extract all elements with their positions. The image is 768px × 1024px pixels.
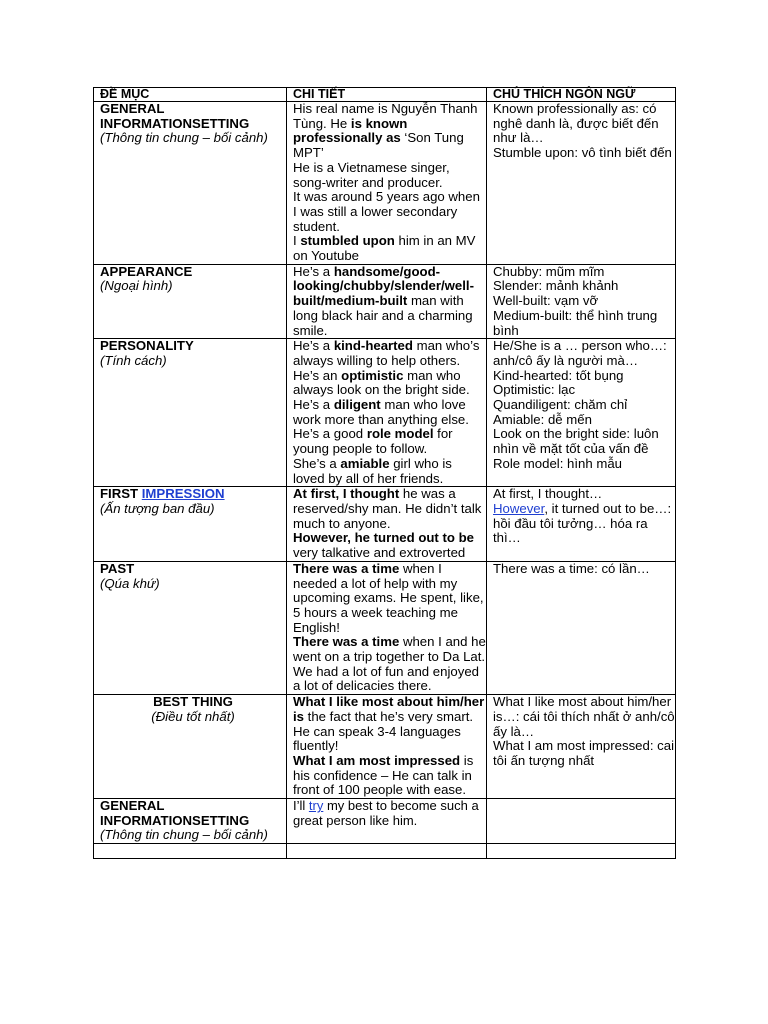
table-row — [94, 102, 676, 265]
note-cell — [487, 799, 676, 844]
detail-paragraph — [293, 265, 486, 339]
document-page — [93, 87, 675, 859]
table-row — [94, 799, 676, 844]
topic-cell — [94, 799, 287, 844]
note-line: Optimistic: lạc — [493, 382, 576, 398]
text: man with long black hair and a charming smile. — [293, 293, 473, 338]
text: His real name is Nguyễn Thanh Tùng. He — [293, 101, 478, 131]
bold-phrase: There was a time — [293, 560, 400, 576]
bold-phrase: kind-hearted — [333, 338, 413, 354]
header-cell: CHI TIẾT — [287, 88, 487, 102]
note-line: Role model: hình mẫu — [493, 455, 623, 471]
text: the fact that he’s very smart. He can speak 3-4 languages fluently! — [293, 708, 474, 754]
detail-paragraph — [293, 487, 486, 531]
note-cell — [487, 339, 676, 487]
detail-paragraph: He is a Vietnamese singer, song-writer and producer. — [293, 159, 450, 190]
bold-phrase: What I am most impressed — [293, 752, 461, 768]
note-cell — [487, 487, 676, 562]
topic-subtitle: (Ngoại hình) — [100, 278, 173, 294]
detail-paragraph — [293, 234, 486, 263]
note-line: Look on the bright side: luôn nhìn về mặt tốt của vấn đề — [493, 426, 659, 457]
however-link[interactable]: However — [493, 500, 545, 516]
detail-cell — [287, 264, 487, 339]
topic-cell — [94, 561, 287, 694]
topic-cell — [94, 264, 287, 339]
topic-subtitle: (Tính cách) — [100, 352, 167, 368]
topic-title — [100, 487, 286, 502]
text: he was a reserved/shy man. He didn’t talk much to anyone. — [293, 486, 482, 531]
note-line: Kind-hearted: tốt bụng — [493, 367, 624, 383]
bold-phrase: is known professionally as — [293, 115, 408, 146]
text: FIRST — [100, 486, 142, 502]
text: my best to become such a great person like him. — [293, 798, 479, 828]
detail-cell — [287, 695, 487, 799]
topic-cell — [94, 339, 287, 487]
table-row — [94, 695, 676, 799]
note-line: Well-built: vạm vỡ — [493, 293, 599, 309]
empty-row — [94, 844, 676, 859]
text: man who always look on the bright side. — [293, 367, 470, 398]
detail-paragraph — [293, 695, 486, 754]
text: She’s a — [293, 455, 341, 471]
text: man who’s always willing to help others. — [293, 338, 480, 368]
text: very talkative and extroverted — [293, 545, 466, 561]
topic-title: BEST THING — [153, 694, 233, 710]
topic-cell — [94, 487, 287, 562]
bold-phrase: role model — [366, 426, 434, 442]
empty-cell — [287, 844, 487, 859]
text: him in an MV on Youtube — [293, 233, 476, 264]
note-cell — [487, 102, 676, 265]
topic-subtitle: (Thông tin chung – bối cảnh) — [100, 827, 268, 843]
text: He’s a — [293, 338, 334, 354]
impression-link[interactable]: IMPRESSION — [141, 486, 225, 502]
detail-paragraph — [293, 102, 486, 161]
text: girl who is loved by all of her friends. — [293, 455, 452, 486]
bold-phrase: handsome/good-looking/chubby/slender/well-built/medium-built — [293, 263, 474, 309]
note-line: There was a time: có lần… — [493, 560, 650, 576]
table-row — [94, 264, 676, 339]
text: I’ll — [293, 798, 309, 814]
topic-title: PAST — [100, 560, 135, 576]
note-line: Amiable: dễ mến — [493, 411, 592, 427]
detail-cell — [287, 561, 487, 694]
detail-paragraph — [293, 457, 486, 486]
empty-cell — [487, 844, 676, 859]
detail-paragraph — [293, 398, 486, 427]
topic-title: PERSONALITY — [100, 338, 194, 354]
topic-subtitle: (Điều tốt nhất) — [151, 708, 235, 724]
note-line: Medium-built: thể hình trung bình — [493, 307, 658, 338]
table-row — [94, 487, 676, 562]
detail-cell — [287, 339, 487, 487]
bold-phrase: There was a time — [293, 634, 400, 650]
topic-title: GENERAL INFORMATIONSETTING — [100, 798, 250, 828]
text: when I and he went on a trip together to Da Lat. We had a lot of fun and enjoyed a lot of delicacies there. — [293, 634, 486, 694]
note-line: Stumble upon: vô tình biết đến — [493, 145, 672, 161]
bold-phrase: optimistic — [341, 367, 404, 383]
detail-cell — [287, 102, 487, 265]
header-cell: CHÚ THÍCH NGÔN NGỮ — [487, 88, 676, 102]
topic-subtitle: (Qúa khứ) — [100, 575, 160, 591]
detail-cell — [287, 799, 487, 844]
note-line: Quandiligent: chăm chỉ — [493, 397, 628, 413]
empty-cell — [94, 844, 287, 859]
text: He’s a good — [293, 426, 367, 442]
note-line — [493, 502, 675, 546]
text: He’s a — [293, 263, 334, 279]
detail-paragraph — [293, 339, 486, 368]
text: He’s an — [293, 367, 342, 383]
topic-cell — [94, 102, 287, 265]
topic-subtitle: (Thông tin chung – bối cảnh) — [100, 130, 268, 146]
note-cell — [487, 695, 676, 799]
detail-paragraph — [293, 531, 486, 560]
table-row — [94, 561, 676, 694]
note-line: At first, I thought… — [493, 486, 603, 502]
detail-paragraph — [293, 562, 486, 636]
detail-paragraph — [293, 635, 486, 694]
text: He’s a — [293, 397, 334, 413]
vocabulary-table — [93, 87, 676, 859]
text: man who love work more than anything else. — [293, 397, 469, 427]
header-cell: ĐỀ MỤC — [94, 88, 287, 102]
detail-paragraph — [293, 427, 486, 456]
note-line: What I like most about him/her is…: cái tôi thích nhất ở anh/cô ấy là… — [493, 694, 675, 739]
note-line: What I am most impressed: cai tôi ấn tượng nhất — [493, 738, 675, 768]
bold-phrase: What I like most about him/her is — [293, 694, 485, 724]
try-link[interactable]: try — [308, 798, 324, 814]
topic-subtitle: (Ấn tượng ban đầu) — [100, 500, 215, 516]
note-cell — [487, 561, 676, 694]
note-line: Chubby: mũm mĩm — [493, 263, 605, 279]
bold-phrase: However, he turned out to be — [293, 530, 474, 546]
detail-paragraph: It was around 5 years ago when I was still a lower secondary student. — [293, 189, 480, 234]
bold-phrase: At first, I thought — [293, 486, 400, 502]
text: for young people to follow. — [293, 426, 453, 457]
text: I — [293, 233, 301, 249]
text: is his confidence – He can talk in front of 100 people with ease. — [293, 752, 474, 798]
note-line: Slender: mảnh khảnh — [493, 278, 619, 294]
text: when I needed a lot of help with my upcoming exams. He spent, like, 5 hours a week teaching me English! — [293, 560, 484, 635]
text: ‘Son Tung MPT’ — [293, 130, 464, 161]
topic-cell — [94, 695, 287, 799]
note-line: He/She is a … person who…: anh/cô ấy là người mà… — [493, 338, 667, 368]
detail-paragraph — [293, 369, 486, 398]
table-header-row — [94, 88, 676, 102]
topic-title: APPEARANCE — [100, 263, 193, 279]
bold-phrase: diligent — [333, 397, 381, 413]
topic-title: GENERAL INFORMATIONSETTING — [100, 101, 250, 131]
bold-phrase: amiable — [340, 455, 390, 471]
bold-phrase: stumbled upon — [300, 233, 395, 249]
detail-paragraph — [293, 754, 486, 798]
text: , it turned out to be…: hồi đầu tôi tưởng… hóa ra thì… — [493, 500, 672, 546]
detail-cell — [287, 487, 487, 562]
note-line: Known professionally as: có nghê danh là, được biết đến như là… — [493, 101, 659, 146]
table-row — [94, 339, 676, 487]
detail-paragraph — [293, 799, 486, 828]
note-cell — [487, 264, 676, 339]
